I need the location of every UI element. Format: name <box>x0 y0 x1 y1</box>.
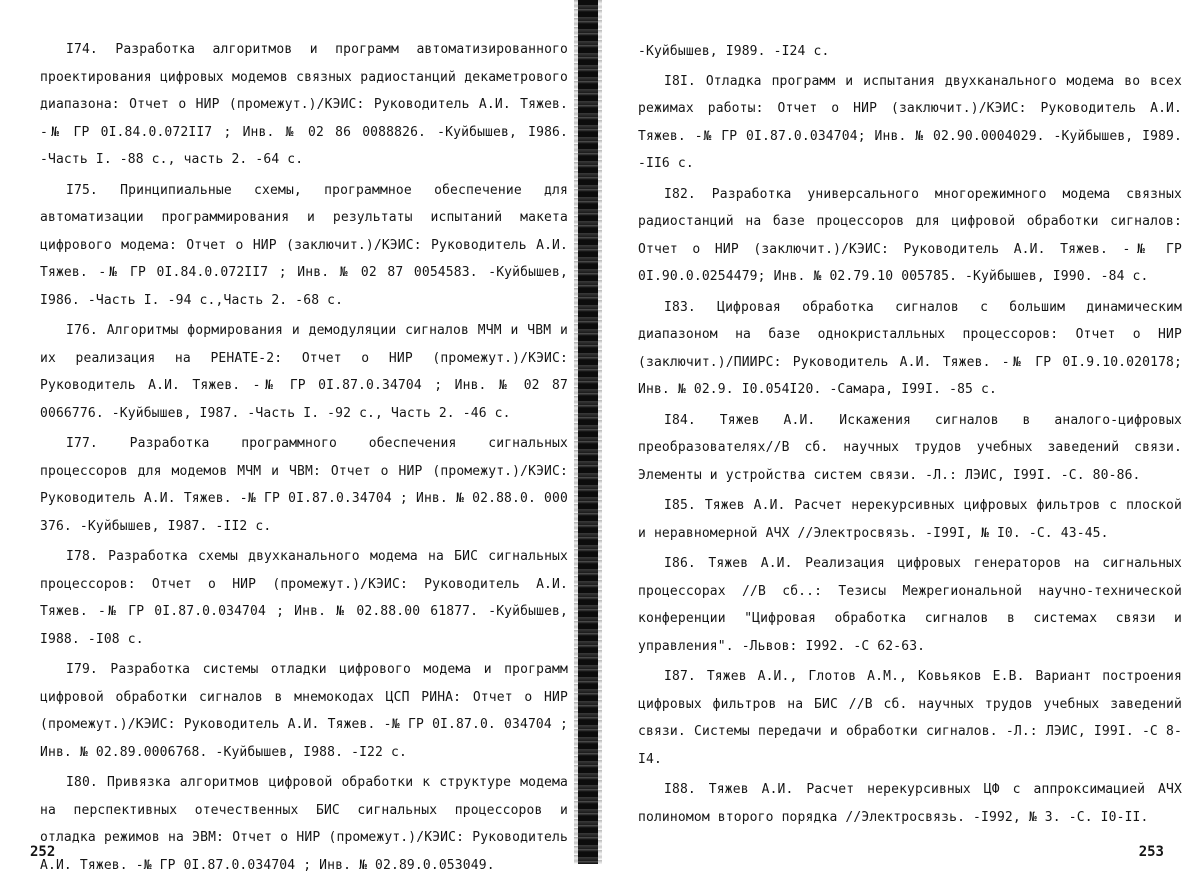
bibliography-entry-180: I80. Привязка алгоритмов цифровой обработки к структуре модема на перспективных отечественных БИС сигнальных процессоров и отладка режимов на ЭВМ: Отчет о НИР (промежут.)/КЭИС: Руководитель А.И. Тяжев. -№ ГР 0I.87.0.034704 ; Инв. № 02.89.0.053049. <box>40 775 568 873</box>
bibliography-entry-179: I79. Разработка системы отладки цифрового модема и программ цифровой обработки сигналов в мнемокодах ЦСП РИНА: Отчет о НИР (промежут.)/КЭИС: Руководитель А.И. Тяжев. -№ ГР 0I.87.0. 034704 ; Инв. № 02.89.0006768. -Куйбышев, I988. -I22 с. <box>40 662 568 760</box>
bibliography-entry-175: I75. Принципиальные схемы, программное обеспечение для автоматизации программирования и результаты испытаний макета цифрового модема: Отчет о НИР (заключит.)/КЭИС: Руководитель А.И. Тяжев. -№ ГР 0I.84.0.072II7 ; Инв. № 02 87 0054583. -Куйбышев, I986. -Часть I. -94 с.,Часть 2. -68 с. <box>40 182 568 308</box>
page-number-left: 252 <box>30 844 56 860</box>
bibliography-entry-183: I83. Цифровая обработка сигналов с большим динамическим диапазоном на базе однокристалльных процессоров: Отчет о НИР (заключит.)/ПИИРС: Руководитель А.И. Тяжев. -№ ГР 0I.9.10.020178; Инв. № 02.9. I0.054I20. -Самара, I99I. -85 с. <box>638 299 1182 397</box>
bibliography-entry-182: I82. Разработка универсального многорежимного модема связных радиостанций на базе процессоров для цифровой обработки сигналов: Отчет о НИР (заключит.)/КЭИС: Руководитель А.И. Тяжев. -№ ГР 0I.90.0.0254479; Инв. № 02.79.10 005785. -Куйбышев, I990. -84 с. <box>638 186 1182 284</box>
bibliography-entry-188: I88. Тяжев А.И. Расчет нерекурсивных ЦФ с аппроксимацией АЧХ полиномом второго порядка //Электросвязь. -I992, № 3. -С. I0-II. <box>638 782 1182 825</box>
bibliography-entry-187: I87. Тяжев А.И., Глотов А.М., Ковьяков Е.В. Вариант построения цифровых фильтров на БИС //В сб. научных трудов учебных заведений связи. Системы передачи и обработки сигналов. -Л.: ЛЭИС, I99I. -С 8-I4. <box>638 669 1182 767</box>
bibliography-entry-186: I86. Тяжев А.И. Реализация цифровых генераторов на сигнальных процессорах //В сб..: Тезисы Межрегиональной научно-технической конференции "Цифровая обработка сигналов в системах связи и управления". -Львов: I992. -С 62-63. <box>638 556 1182 654</box>
bibliography-entry-177: I77. Разработка программного обеспечения сигнальных процессоров для модемов МЧМ и ЧВМ: Отчет о НИР (промежут.)/КЭИС: Руководитель А.И. Тяжев. -№ ГР 0I.87.0.34704 ; Инв. № 02.88.0. 000 376. -Куйбышев, I987. -II2 с. <box>40 436 568 534</box>
bibliography-entry-176: I76. Алгоритмы формирования и демодуляции сигналов МЧМ и ЧВМ и их реализация на РЕНАТЕ-2: Отчет о НИР (промежут.)/КЭИС: Руководитель А.И. Тяжев. -№ ГР 0I.87.0.34704 ; Инв. № 02 87 0066776. -Куйбышев, I987. -Часть I. -92 с., Часть 2. -46 с. <box>40 323 568 421</box>
page-number-right: 253 <box>1138 844 1164 860</box>
bibliography-entry-181: I8I. Отладка программ и испытания двухканального модема во всех режимах работы: Отчет о НИР (заключит.)/КЭИС: Руководитель А.И. Тяжев. -№ ГР 0I.87.0.034704; Инв. № 02.90.0004029. -Куйбышев, I989. -II6 с. <box>638 73 1182 171</box>
bibliography-entry-180-continuation: -Куйбышев, I989. -I24 с. <box>638 44 830 59</box>
bibliography-entry-178: I78. Разработка схемы двухканального модема на БИС сигнальных процессоров: Отчет о НИР (промежут.)/КЭИС: Руководитель А.И. Тяжев. -№ ГР 0I.87.0.034704 ; Инв. № 02.88.00 61877. -Куйбышев, I988. -I08 с. <box>40 549 568 647</box>
bibliography-entry-185: I85. Тяжев А.И. Расчет нерекурсивных цифровых фильтров с плоской и неравномерной АЧХ //Электросвязь. -I99I, № I0. -С. 43-45. <box>638 498 1182 541</box>
book-spine-gutter <box>578 0 598 864</box>
right-page <box>598 0 1200 864</box>
bibliography-entry-184: I84. Тяжев А.И. Искажения сигналов в аналого-цифровых преобразователях//В сб. научных трудов учебных заведений связи. Элементы и устройства систем связи. -Л.: ЛЭИС, I99I. -С. 80-86. <box>638 412 1182 483</box>
bibliography-entry-174: I74. Разработка алгоритмов и программ автоматизированного проектирования цифровых модемов связных радиостанций декаметрового диапазона: Отчет о НИР (промежут.)/КЭИС: Руководитель А.И. Тяжев. -№ ГР 0I.84.0.072II7 ; Инв. № 02 86 0088826. -Куйбышев, I986. -Часть I. -88 с., часть 2. -64 с. <box>40 42 568 167</box>
left-page <box>0 0 578 873</box>
